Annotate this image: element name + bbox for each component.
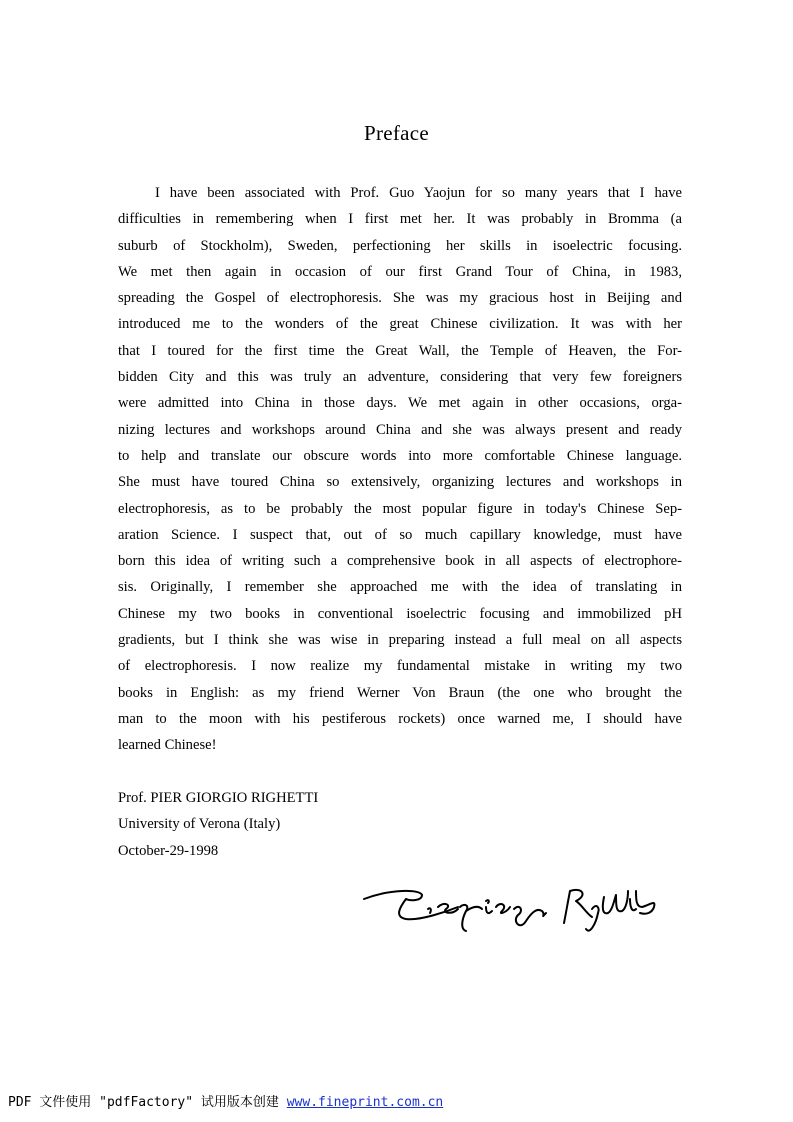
paragraph-line: man to the moon with his pestiferous rockets) once warned me, I should have bbox=[118, 710, 682, 727]
paragraph-line: difficulties in remembering when I first met her. It was probably in Bromma (a bbox=[118, 211, 682, 228]
paragraph-line: Chinese my two books in conventional isoelectric focusing and immobilized pH bbox=[118, 605, 682, 622]
paragraph-line: She must have toured China so extensively, organizing lectures and workshops in bbox=[118, 474, 682, 491]
preface-paragraph bbox=[118, 180, 682, 759]
footer-link[interactable]: www.fineprint.com.cn bbox=[286, 1095, 444, 1110]
paragraph-line: were admitted into China in those days. We met again in other occasions, orga- bbox=[118, 395, 682, 412]
handwritten-signature bbox=[360, 877, 670, 937]
author-name: Prof. PIER GIORGIO RIGHETTI bbox=[118, 790, 319, 806]
paragraph-line: gradients, but I think she was wise in preparing instead a full meal on all aspects bbox=[118, 632, 682, 649]
paragraph-line: introduced me to the wonders of the great Chinese civilization. It was with her bbox=[118, 316, 682, 333]
paragraph-line: aration Science. I suspect that, out of so much capillary knowledge, must have bbox=[118, 526, 682, 543]
author-block bbox=[118, 785, 318, 864]
paragraph-line: suburb of Stockholm), Sweden, perfectioning her skills in isoelectric focusing. bbox=[118, 237, 682, 254]
paragraph-line: bidden City and this was truly an adventure, considering that very few foreigners bbox=[118, 369, 682, 386]
paragraph-line: of electrophoresis. I now realize my fundamental mistake in writing my two bbox=[118, 658, 682, 675]
paragraph-line: books in English: as my friend Werner Von Braun (the one who brought the bbox=[118, 684, 682, 701]
author-affiliation: University of Verona (Italy) bbox=[118, 816, 281, 833]
paragraph-line: to help and translate our obscure words into more comfortable Chinese language. bbox=[118, 447, 682, 464]
paragraph-line: nizing lectures and workshops around China and she was always present and ready bbox=[118, 421, 682, 438]
paragraph-line: that I toured for the first time the Great Wall, the Temple of Heaven, the For- bbox=[118, 342, 682, 359]
paragraph-line: sis. Originally, I remember she approached me with the idea of translating in bbox=[118, 579, 682, 596]
preface-date: October-29-1998 bbox=[118, 842, 219, 859]
paragraph-line: electrophoresis, as to be probably the most popular figure in today's Chinese Sep- bbox=[118, 500, 682, 517]
page-title: Preface bbox=[363, 121, 430, 145]
paragraph-line: learned Chinese! bbox=[118, 737, 217, 754]
paragraph-line: We met then again in occasion of our first Grand Tour of China, in 1983, bbox=[118, 263, 682, 280]
paragraph-line: born this idea of writing such a comprehensive book in all aspects of electrophore- bbox=[118, 553, 682, 570]
paragraph-line: I have been associated with Prof. Guo Yaojun for so many years that I have bbox=[155, 185, 682, 201]
paragraph-line: spreading the Gospel of electrophoresis. She was my gracious host in Beijing and bbox=[118, 290, 682, 307]
pdf-footer bbox=[8, 1091, 443, 1110]
footer-text: PDF 文件使用 "pdfFactory" 试用版本创建 bbox=[8, 1095, 287, 1110]
